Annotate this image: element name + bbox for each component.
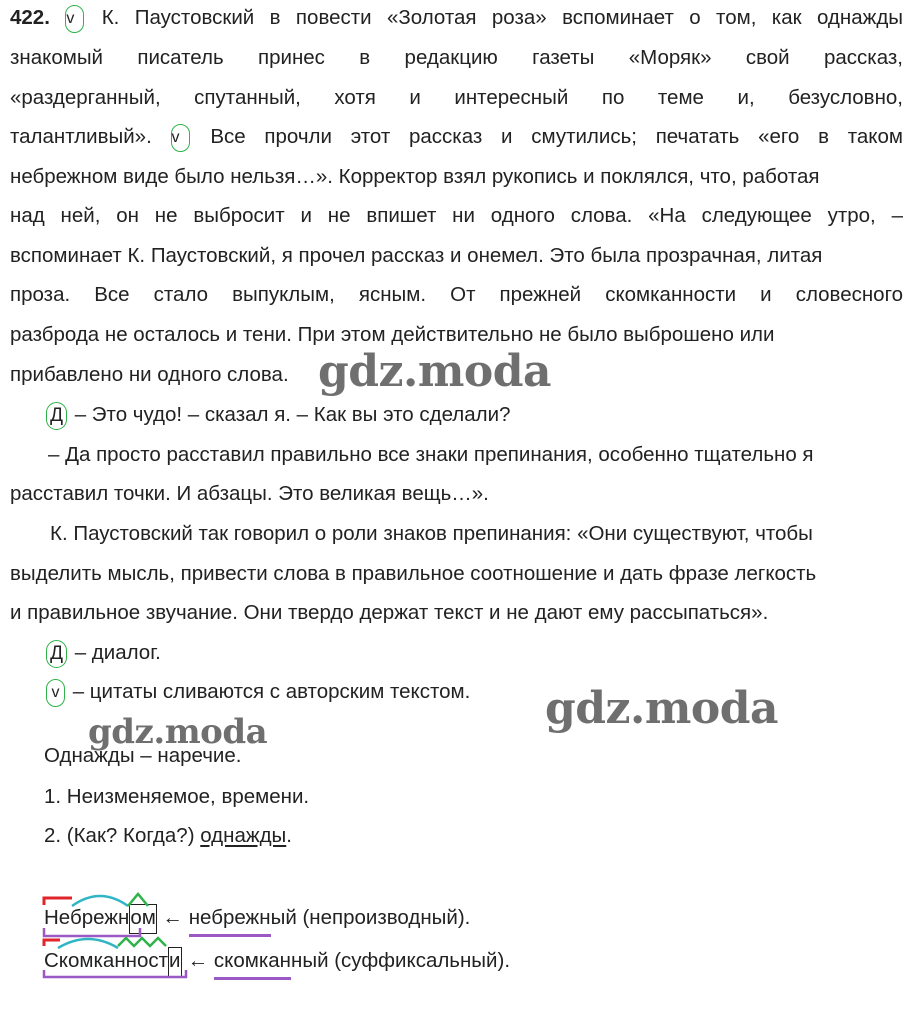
paragraph-1-line-9: разброда не осталось и тени. При этом действительно не было выброшено или [10,323,775,346]
stem: Скомканност [44,949,169,972]
d-mark-icon: Д [46,640,67,668]
underlined-word: однажды [200,824,287,847]
arrow-icon: ← [162,906,184,929]
analysis-item-1: 1. Неизменяемое, времени. [44,785,310,808]
morpheme-word-2: Скомканности ← скомканный (суффиксальный). [44,946,510,980]
prefix-mark-icon [44,940,60,946]
v-mark-icon: v [46,679,65,707]
watermark: gdz.moda [318,346,552,397]
v-mark-icon: v [171,124,190,152]
paragraph-1-line-4: талантливый». v Все прочли этот рассказ и смутились; печатать «его в таком [10,119,903,155]
analysis-item-2: 2. (Как? Когда?) однажды. [44,824,292,847]
base-word-root: скомкан [214,946,291,980]
prefix-mark-icon [44,898,72,905]
stem-bracket-icon [44,928,140,936]
paragraph-2-line-1: К. Паустовский так говорил о роли знаков препинания: «Они существуют, чтобы [50,522,813,545]
suffix-mark-icon [128,894,148,906]
base-word-root: небрежн [189,903,271,937]
morpheme-word-1: Небрежном ← небрежный (непроизводный). [44,903,470,937]
paragraph-1-line-1: 422. v К. Паустовский в повести «Золотая роза» вспоминает о том, как однажды [10,0,903,36]
dialogue-line-1: Д – Это чудо! – сказал я. – Как вы это сделали? [46,397,510,433]
dialogue-line-3: расставил точки. И абзацы. Это великая вещь…». [10,482,489,505]
analysis-title: Однажды – наречие. [44,744,242,767]
suffix-mark-icon [118,938,166,946]
paragraph-2-line-3: и правильное звучание. Они твердо держат текст и не дают ему рассыпаться». [10,601,769,624]
watermark: gdz.moda [545,683,779,734]
paragraph-1-line-8: проза. Все стало выпуклым, ясным. От прежней скомканности и словесного [10,283,903,306]
ending-box: и [168,947,182,977]
stem-bracket-icon [44,970,186,977]
paragraph-1-line-10: прибавлено ни одного слова. [10,363,289,386]
ending-box: ом [129,904,157,934]
paragraph-1-line-3: «раздерганный, спутанный, хотя и интересный по теме и, безусловно, [10,86,903,109]
paragraph-1-line-7: вспоминает К. Паустовский, я прочел рассказ и онемел. Это была прозрачная, литая [10,244,823,267]
dialogue-line-2: – Да просто расставил правильно все знаки препинания, особенно тщательно я [48,443,814,466]
legend-quotes: v – цитаты сливаются с авторским текстом. [46,674,470,710]
root-arc-icon [72,896,128,906]
paragraph-1-line-6: над ней, он не выбросит и не впишет ни одного слова. «На следующее утро, – [10,204,903,227]
legend-dialogue: Д – диалог. [46,635,161,671]
d-mark-icon: Д [46,402,67,430]
paragraph-1-line-5: небрежном виде было нельзя…». Корректор взял рукопись и поклялся, что, работая [10,165,820,188]
paragraph-2-line-2: выделить мысль, привести слова в правильное соотношение и дать фразе легкость [10,562,817,585]
paragraph-1-line-2: знакомый писатель принес в редакцию газеты «Моряк» свой рассказ, [10,46,903,69]
watermark: gdz.moda [88,712,268,752]
root-arc-icon [58,939,118,948]
v-mark-icon: v [65,5,84,33]
arrow-icon: ← [187,949,209,972]
stem: Небрежн [44,906,130,929]
exercise-number: 422. [10,6,50,29]
